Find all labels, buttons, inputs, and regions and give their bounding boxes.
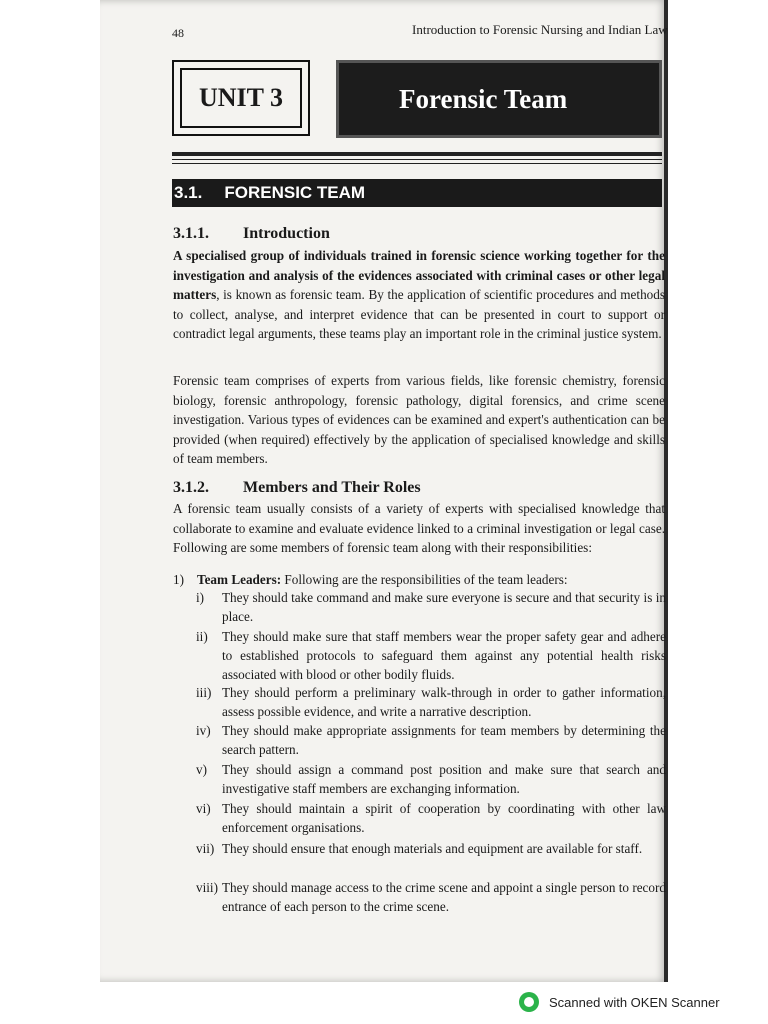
list-item-number: v) bbox=[196, 762, 207, 777]
list-item-number: iv) bbox=[196, 723, 211, 738]
scanner-watermark bbox=[519, 992, 720, 1012]
subsection-number: 3.1.1. bbox=[173, 225, 209, 242]
subsection-number: 3.1.2. bbox=[173, 479, 209, 496]
section-heading bbox=[172, 179, 662, 207]
list-item bbox=[196, 627, 666, 684]
subsection-title: Members and Their Roles bbox=[243, 479, 421, 496]
list-item bbox=[196, 839, 666, 858]
divider-rule bbox=[172, 152, 662, 156]
list-item-text: They should manage access to the crime scene and appoint a single person to record entrance of each person to the crime scene. bbox=[222, 880, 666, 914]
members-paragraph: A forensic team usually consists of a variety of experts with specialised knowledge that collaborate to examine and evaluate evidence linked to a criminal investigation or legal case. Following are some members of forensic team along with their responsibilities: bbox=[173, 501, 665, 556]
list-item-number: viii) bbox=[196, 880, 218, 895]
list-item-number: vii) bbox=[196, 841, 215, 856]
list-item-text: They should make sure that staff members wear the proper safety gear and adhere to established protocols to safeguard them against any potential health risks associated with blood or other bodily fluids. bbox=[222, 629, 666, 682]
list-item-number: i) bbox=[196, 590, 205, 605]
subsection-heading bbox=[173, 225, 330, 243]
section-number: 3.1. bbox=[174, 183, 203, 202]
list-item bbox=[196, 721, 666, 759]
subsection-heading bbox=[173, 479, 421, 497]
list-label: Team Leaders: bbox=[197, 572, 282, 587]
section-title: FORENSIC TEAM bbox=[224, 183, 366, 202]
intro-definition: A specialised group of individuals trained in forensic science working together for the investigation and analysis of the evidences associated with criminal cases or other legal matters bbox=[173, 248, 665, 303]
unit-title: Forensic Team bbox=[336, 60, 662, 138]
intro-paragraph-1 bbox=[173, 246, 665, 344]
divider-rule bbox=[172, 163, 662, 164]
list-item-text: They should perform a preliminary walk-through in order to gather information, assess possible evidence, and write a narrative description. bbox=[222, 685, 666, 719]
list-heading bbox=[173, 570, 568, 589]
list-item bbox=[196, 878, 666, 916]
list-item bbox=[196, 683, 666, 721]
list-item-text: They should assign a command post position and make sure that search and investigative staff members are exchanging information. bbox=[222, 762, 666, 796]
oken-scanner-logo-icon bbox=[519, 992, 539, 1012]
list-item bbox=[196, 760, 666, 798]
intro-paragraph-1-text: , is known as forensic team. By the application of scientific procedures and methods to collect, analyse, and interpret evidence that can be presented in court to support or contradict legal arguments, these teams play an important role in the criminal justice system. bbox=[173, 287, 665, 342]
list-item-text: They should ensure that enough materials and equipment are available for staff. bbox=[222, 841, 643, 856]
list-number: 1) bbox=[173, 572, 184, 587]
list-item-number: vi) bbox=[196, 801, 211, 816]
list-item-text: They should take command and make sure everyone is secure and that security is in place. bbox=[222, 590, 666, 624]
list-item-text: They should make appropriate assignments for team members by determining the search pattern. bbox=[222, 723, 666, 757]
intro-paragraph-2: Forensic team comprises of experts from various fields, like forensic chemistry, forensic biology, forensic anthropology, forensic pathology, digital forensics, and crime scene investigation. Various types of evidences can be examined and expert's authentication can be provided (when required) effectively by the application of specialised knowledge and skills of team members. bbox=[173, 373, 665, 467]
list-item-text: They should maintain a spirit of cooperation by coordinating with other law enforcement organisations. bbox=[222, 801, 666, 835]
page-number: 48 bbox=[172, 26, 184, 40]
running-head: Introduction to Forensic Nursing and Indian Law bbox=[412, 22, 668, 37]
divider-rule bbox=[172, 159, 662, 160]
unit-label: UNIT 3 bbox=[180, 68, 302, 128]
unit-label-box bbox=[172, 60, 310, 136]
list-item-number: iii) bbox=[196, 685, 212, 700]
list-item-number: ii) bbox=[196, 629, 208, 644]
list-item bbox=[196, 588, 666, 626]
subsection-title: Introduction bbox=[243, 225, 330, 242]
list-item bbox=[196, 799, 666, 837]
scanner-text: Scanned with OKEN Scanner bbox=[549, 994, 720, 1010]
list-intro: Following are the responsibilities of the team leaders: bbox=[281, 572, 568, 587]
